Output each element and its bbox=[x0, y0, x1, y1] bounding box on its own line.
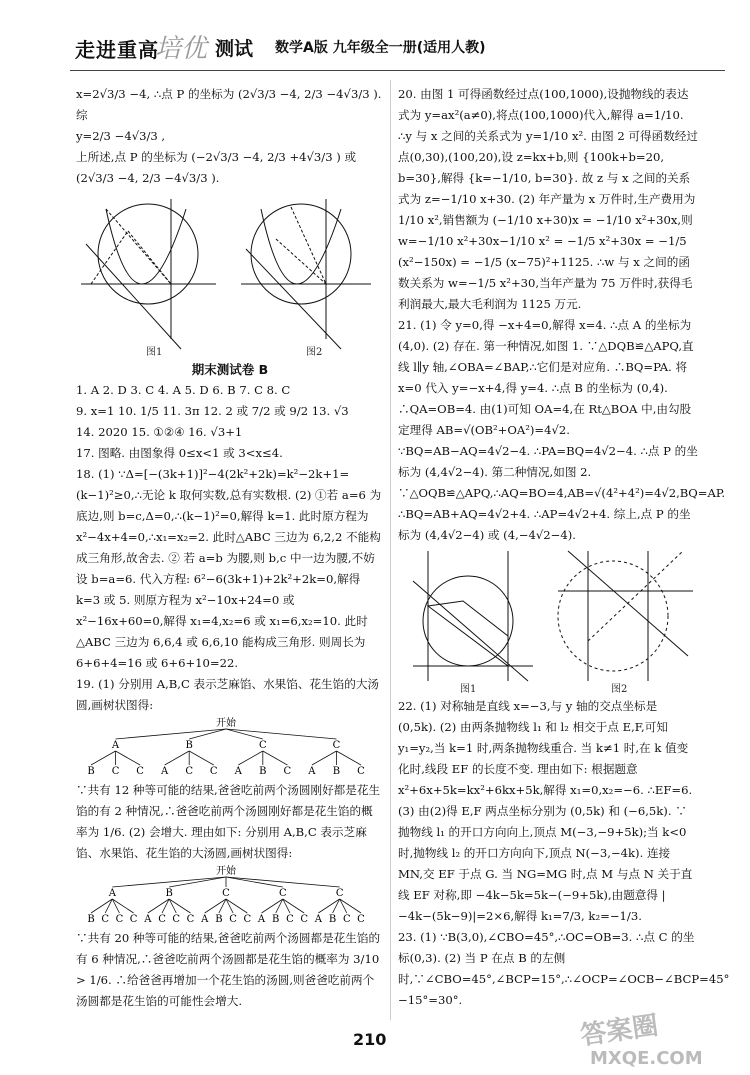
answers-row-1: 1. A 2. D 3. C 4. A 5. D 6. B 7. C 8. C bbox=[76, 383, 291, 397]
q21-figure-2 bbox=[558, 551, 693, 681]
tree2-node-level2: C bbox=[101, 914, 110, 925]
tree2-node-level2: C bbox=[243, 914, 252, 925]
tree2-branch bbox=[226, 877, 283, 887]
tree2-node-level2: C bbox=[129, 914, 138, 925]
tree2-node-level1: B bbox=[165, 888, 173, 899]
tree2-branch bbox=[169, 877, 226, 887]
tree1-node-level2: B bbox=[332, 766, 341, 777]
header-subtitle: 数学A版 九年级全一册(适用人教) bbox=[275, 40, 486, 56]
tree-diagram-2 bbox=[76, 864, 376, 928]
tree2-node-level2: C bbox=[186, 914, 195, 925]
tree1-node-level1: A bbox=[111, 740, 120, 751]
tree2-branch bbox=[226, 877, 340, 887]
tree1-root: 开始 bbox=[216, 718, 236, 729]
q19-part-a: 19. (1) 分别用 A,B,C 表示芝麻馅、水果馅、花生馅的大汤圆,画树状图得: bbox=[76, 677, 380, 712]
q18-text: 18. (1) ∵Δ=[−(3k+1)]²−4(2k²+2k)=k²−2k+1=(k−1)²≥0,∴无论 k 取何实数,总有实数根. (2) ①若 a=6 为底边,则 b=c,Δ=0,∴(k−1)²=0,解得 k=1. 此时原方程为 x²−4x+4=0,∴x₁=x₂=2. 此时△ABC 三边为 6,2,2 不能构成三角形,故舍去. ② 若 a=b 为腰,则 b,c 中一边为腰,不妨设 b=a=6. 代入方程: 6²−6(3k+1)+2k²+2k=0,解得 k=3 或 5. 则原方程为 x²−10x+24=0 或 x²−16x+60=0,解得 x₁=4,x₂=6 或 x₁=6,x₂=10. 此时△ABC 三边为 6,6,4 或 6,6,10 能构成三角形. 则周长为 6+6+4=16 或 6+6+10=22. bbox=[76, 467, 382, 670]
tree1-node-level2: C bbox=[185, 766, 194, 777]
tree-diagram-1 bbox=[76, 716, 376, 780]
tree1-node-level2: C bbox=[357, 766, 365, 777]
tree2-node-level1: C bbox=[222, 888, 230, 899]
page-number-badge bbox=[345, 1028, 405, 1054]
tree2-node-level2: A bbox=[314, 914, 322, 925]
tree1-node-level1: C bbox=[332, 740, 341, 751]
tree1-branch bbox=[336, 751, 361, 765]
page-header bbox=[75, 32, 715, 70]
q17-text: 17. 图略. 由图象得 0≤x<1 或 3<x≤4. bbox=[76, 446, 283, 460]
q21-text: 21. (1) 令 y=0,得 −x+4=0,解得 x=4. ∴点 A 的坐标为 (4,0). (2) 存在. 第一种情况,如图 1. ∵△DQB≌△APQ,直线 l∥y 轴,∠OBA=∠BAP,∴它们是对应角. ∴BQ=PA. 将 x=0 代入 y=−x+4,得 y=4. ∴点 B 的坐标为 (0,4). ∴QA=OB=4. 由(1)可知 OA=4,在 Rt△BOA 中,由勾股定理得 AB=√(OB²+OA²)=4√2. ∵BQ=AB−AQ=4√2−4. ∴PA=BQ=4√2−4. ∴点 P 的坐标为 (4,4√2−4). 第二种情况,如图 2. ∵△OQB≌△APQ,∴AQ=BO=4,AB=√(4²+4²)=4√2,BQ=AP. ∴BQ=AB+AQ=4√2+4. ∴AP=4√2+4. 综上,点 P 的坐标为 (4,4√2−4) 或 (4,−4√2−4). bbox=[398, 318, 726, 542]
tree2-node-level2: B bbox=[272, 914, 280, 925]
header-rule bbox=[70, 70, 725, 71]
watermark-logo: 答案圈 bbox=[578, 1010, 661, 1052]
fig1-caption: 图1 bbox=[146, 347, 163, 358]
tree2-node-level2: C bbox=[286, 914, 294, 925]
page-number: 210 bbox=[353, 1030, 387, 1049]
q19-part-c: ∵共有 20 种等可能的结果,爸爸吃前两个汤圆都是花生馅的有 6 种情况,∴爸爸吃前两个汤圆都是花生馅的概率为 3/10 > 1/6. ∴给爸爸再增加一个花生馅的汤圆,则爸爸吃前两个汤圆都是花生馅的可能性会增大. bbox=[76, 931, 381, 1008]
section-title: 期末测试卷 B bbox=[191, 362, 269, 377]
line-circle-figures bbox=[398, 546, 698, 696]
header-script-logo: 培优 bbox=[155, 34, 208, 64]
tree2-node-level2: C bbox=[172, 914, 181, 925]
tree2-node-level2: A bbox=[201, 914, 209, 925]
p1-line4: (2√3/3 −4, 2/3 −4√3/3 ). bbox=[76, 171, 220, 185]
tree2-root: 开始 bbox=[216, 866, 236, 877]
tree1-node-level2: A bbox=[161, 766, 169, 777]
tree2-node-level2: C bbox=[158, 914, 166, 925]
q22-text: 22. (1) 对称轴是直线 x=−3,与 y 轴的交点坐标是 (0,5k). (2) 由两条抛物线 l₁ 和 l₂ 相交于点 E,F,可知 y₁=y₂,当 k=1 时,两条抛物线重合. 当 k≠1 时,在 k 值变化时,线段 EF 的长度不变. 理由如下: 根据题意 x²+6x+5k=kx²+6kx+5k,解得 x₁=0,x₂=−6. ∴EF=6. (3) 由(2)得 E,F 两点坐标分别为 (0,5k) 和 (−6,5k). ∵抛物线 l₁ 的开口方向向上,顶点 M(−3,−9+5k);当 k<0 时,抛物线 l₂ 的开口方向向下,顶点 N(−3,−4k). 连接 MN,交 EF 于点 G. 当 NG=MG 时,点 M 与点 N 关于直线 EF 对称,即 −4k−5k=5k−(−9+5k),由题意得 |−4k−(5k−9)|=2×6,解得 k₁=7/3, k₂=−1/3. bbox=[398, 699, 693, 923]
tree2-node-level1: C bbox=[335, 888, 344, 899]
tree1-node-level2: B bbox=[259, 766, 267, 777]
tree1-node-level2: A bbox=[308, 766, 316, 777]
tree1-branch bbox=[238, 751, 263, 765]
tree2-branch bbox=[112, 877, 226, 887]
tree2-node-level2: C bbox=[115, 914, 124, 925]
tree2-node-level2: C bbox=[229, 914, 237, 925]
tree1-branch bbox=[116, 729, 226, 739]
tree2-node-level2: A bbox=[144, 914, 152, 925]
watermark-url: MXQE.COM bbox=[590, 1048, 703, 1069]
tree1-node-level2: C bbox=[283, 766, 292, 777]
tree1-node-level2: C bbox=[136, 766, 144, 777]
tree2-node-level2: C bbox=[342, 914, 351, 925]
tree1-branch bbox=[263, 751, 288, 765]
tree1-branch bbox=[116, 751, 141, 765]
tree1-node-level2: C bbox=[209, 766, 218, 777]
tree2-node-level2: B bbox=[87, 914, 95, 925]
q21-figure-1 bbox=[413, 551, 533, 681]
tree1-node-level1: B bbox=[185, 740, 193, 751]
tree2-node-level2: A bbox=[257, 914, 266, 925]
tree1-node-level2: A bbox=[234, 766, 242, 777]
tree2-node-level2: B bbox=[215, 914, 223, 925]
tree2-node-level2: B bbox=[328, 914, 337, 925]
tree2-node-level1: C bbox=[279, 888, 287, 899]
column-divider bbox=[390, 80, 391, 1020]
q19-part-b: ∵共有 12 种等可能的结果,爸爸吃前两个汤圆刚好都是花生馅的有 2 种情况,∴爸爸吃前两个汤圆刚好都是花生馅的概率为 1/6. (2) 会增大. 理由如下: 分别用 A,B,C 表示芝麻馅、水果馅、花生馅的大汤圆,画树状图得: bbox=[76, 783, 381, 860]
right-column bbox=[398, 84, 730, 1011]
tree1-branch bbox=[91, 751, 116, 765]
tree1-node-level1: C bbox=[258, 740, 267, 751]
header-test: 测试 bbox=[215, 38, 254, 60]
fig2-caption: 图2 bbox=[306, 347, 323, 358]
tree1-branch bbox=[312, 751, 337, 765]
q20-text: 20. 由图 1 可得函数经过点(100,1000),设抛物线的表达式为 y=ax²(a≠0),将点(100,1000)代入,解得 a=1/10. ∴y 与 x 之间的关系式为 y=1/10 x². 由图 2 可得函数经过点(0,30),(100,20),设 z=kx+b,则 {100k+b=20, b=30},解得 {k=−1/10, b=30}. 故 z 与 x 之间的关系式为 z=−1/10 x+30. (2) 年产量为 x 万件时,生产费用为 1/10 x²,销售额为 (−1/10 x+30)x = −1/10 x²+30x,则 w=−1/10 x²+30x−1/10 x² = −1/5 x²+30x = −1/5 (x²−150x) = −1/5 (x−75)²+1125. ∴w 与 x 之间的函数关系为 w=−1/5 x²+30,当年产量为 75 万件时,获得毛利润最大,最大毛利润为 1125 万元. bbox=[398, 87, 698, 311]
tree2-node-level2: C bbox=[357, 914, 365, 925]
tree1-node-level2: B bbox=[87, 766, 95, 777]
p1-line3: 上所述,点 P 的坐标为 (−2√3/3 −4, 2/3 +4√3/3 ) 或 bbox=[76, 150, 357, 164]
tree1-branch bbox=[165, 751, 190, 765]
figure-2 bbox=[241, 199, 371, 349]
left-column bbox=[76, 84, 384, 1012]
tree1-branch bbox=[226, 729, 336, 739]
header-brand: 走进重高 bbox=[75, 38, 159, 62]
answers-row-2: 9. x=1 10. 1/5 11. 3π 12. 2 或 7/2 或 9/2 13. √3 bbox=[76, 404, 349, 418]
p1-line2: y=2/3 −4√3/3 , bbox=[76, 129, 166, 143]
tree2-node-level2: C bbox=[300, 914, 308, 925]
p1-line1: x=2√3/3 −4, ∴点 P 的坐标为 (2√3/3 −4, 2/3 −4√3/3 ). 综 bbox=[76, 87, 382, 122]
tree1-node-level2: C bbox=[111, 766, 120, 777]
circle-parabola-figures bbox=[76, 189, 376, 359]
figure-1 bbox=[81, 199, 216, 349]
q21-fig2-caption: 图2 bbox=[611, 684, 628, 695]
tree1-branch bbox=[189, 751, 214, 765]
tree2-node-level1: A bbox=[108, 888, 116, 899]
q23-text: 23. (1) ∵B(3,0),∠CBO=45°,∴OC=OB=3. ∴点 C 的坐标(0,3). (2) 当 P 在点 B 的左侧时,∵∠CBO=45°,∠BCP=15°,∴∠OCP=∠OCB−∠BCP=45°−15°=30°. bbox=[398, 930, 730, 1007]
answers-row-3: 14. 2020 15. ①②④ 16. √3+1 bbox=[76, 425, 243, 439]
q21-fig1-caption: 图1 bbox=[460, 684, 477, 695]
